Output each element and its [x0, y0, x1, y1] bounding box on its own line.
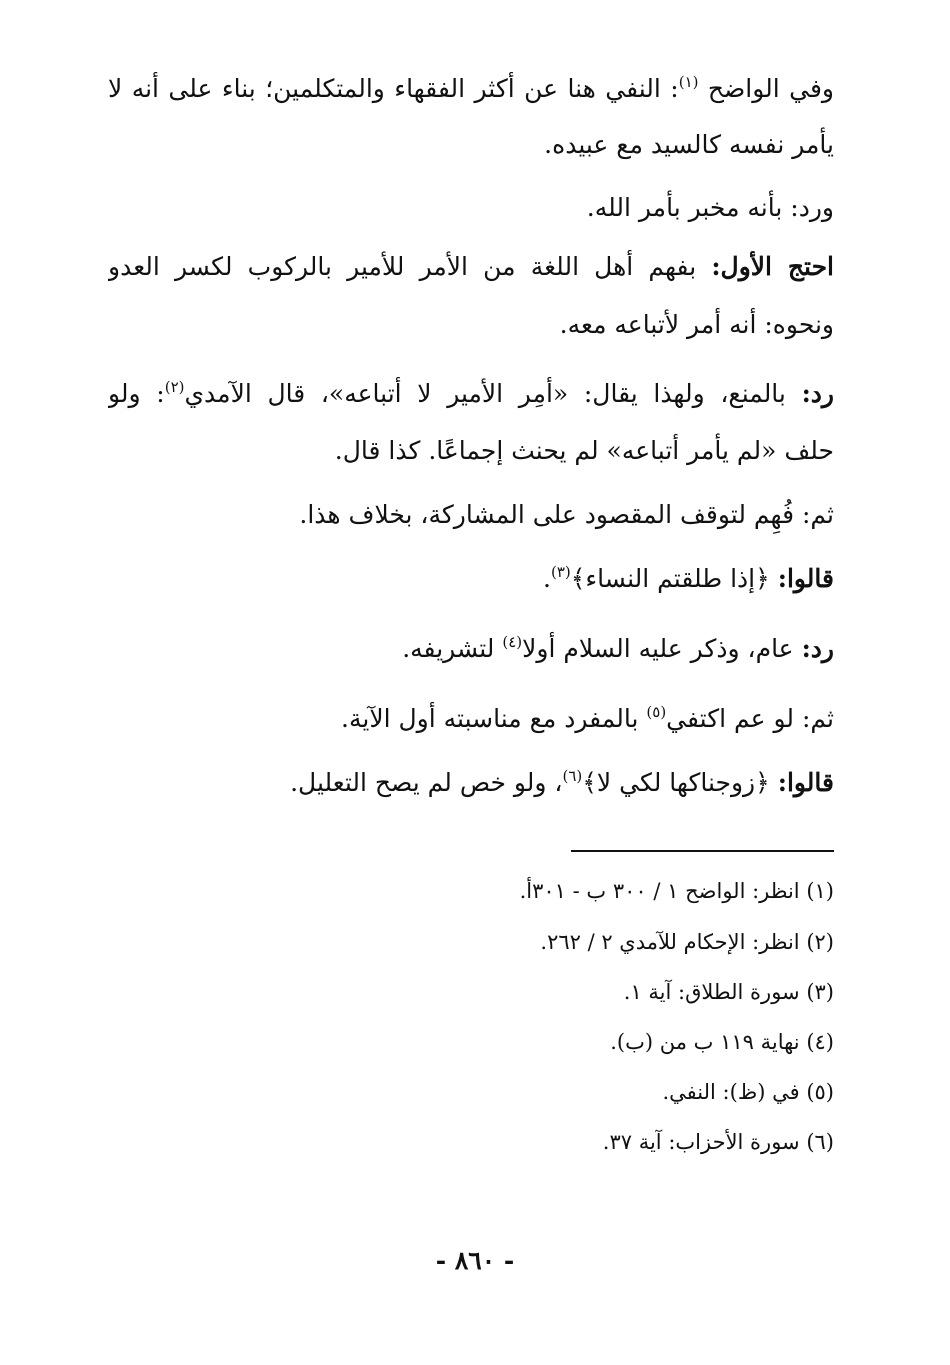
- footnote: (٢) انظر: الإحكام للآمدي ٢ / ٢٦٢.: [540, 930, 834, 954]
- footnote-ref: (٣): [550, 563, 571, 581]
- bold-lead: قالوا:: [777, 564, 834, 593]
- paragraph-line: [402, 632, 834, 666]
- footnote: (٤) نهاية ١١٩ ب من (ب).: [610, 1030, 834, 1054]
- footnote-ref: (٦): [562, 767, 583, 785]
- text-run: : النفي هنا عن أكثر الفقهاء والمتكلمين؛ بناء على أنه لا: [108, 74, 679, 103]
- paragraph-line: ثم: فُهِم لتوقف المقصود على المشاركة، بخلاف هذا.: [299, 500, 834, 529]
- paragraph-line: ونحوه: أنه أمر لأتباعه معه.: [559, 310, 834, 339]
- text-run: بفهم أهل اللغة من الأمر للأمير بالركوب لكسر العدو: [108, 252, 712, 281]
- quran-quote: ﴿إذا طلقتم النساء﴾: [570, 564, 778, 593]
- text-run: بالمفرد مع مناسبته أول الآية.: [341, 704, 647, 733]
- bold-lead: رد:: [801, 634, 834, 663]
- quran-quote: ﴿زوجناكها لكي لا﴾: [582, 768, 778, 797]
- paragraph-line: ورد: بأنه مخبر بأمر الله.: [586, 193, 834, 222]
- footnote: (٥) في (ظ): النفي.: [662, 1080, 834, 1104]
- text-run: بالمنع، ولهذا يقال: «أُمِر الأمير لا أتباعه»، قال الآمدي: [184, 379, 802, 408]
- footnote: (٣) سورة الطلاق: آية ١.: [623, 980, 834, 1004]
- page-number: - ٨٦٠ -: [435, 1246, 515, 1275]
- text-run: لتشريفه.: [402, 634, 503, 663]
- footnote-ref: (٤): [502, 633, 523, 651]
- footnote-ref: (٢): [164, 378, 185, 396]
- text-run: ، ولو خص لم يصح التعليل.: [290, 768, 563, 797]
- paragraph-line: حلف «لم يأمر أتباعه» لم يحنث إجماعًا. كذا قال.: [334, 436, 834, 465]
- footnote-ref: (١): [678, 73, 699, 91]
- paragraph-line: [341, 702, 834, 736]
- bold-lead: احتج الأول:: [711, 252, 834, 281]
- paragraph-line: [108, 377, 834, 411]
- text-run: وفي الواضح: [698, 74, 834, 103]
- footnote: (٦) سورة الأحزاب: آية ٣٧.: [602, 1130, 834, 1154]
- text-run: عام، وذكر عليه السلام أولا: [522, 634, 802, 663]
- text-run: .: [543, 564, 551, 593]
- footnote-ref: (٥): [646, 703, 667, 721]
- bold-lead: قالوا:: [777, 768, 834, 797]
- bold-lead: رد:: [801, 379, 834, 408]
- paragraph-line: [290, 766, 834, 800]
- text-run: : ولو: [108, 379, 165, 408]
- paragraph-line: [108, 72, 834, 106]
- footnote-separator: [571, 850, 834, 852]
- text-run: ثم: لو عم اكتفي: [666, 704, 834, 733]
- paragraph-line: [543, 562, 834, 596]
- footnote: (١) انظر: الواضح ١ / ٣٠٠ ب - ٣٠١أ.: [519, 879, 834, 903]
- paragraph-line: يأمر نفسه كالسيد مع عبيده.: [544, 130, 834, 159]
- paragraph-line: [108, 250, 834, 284]
